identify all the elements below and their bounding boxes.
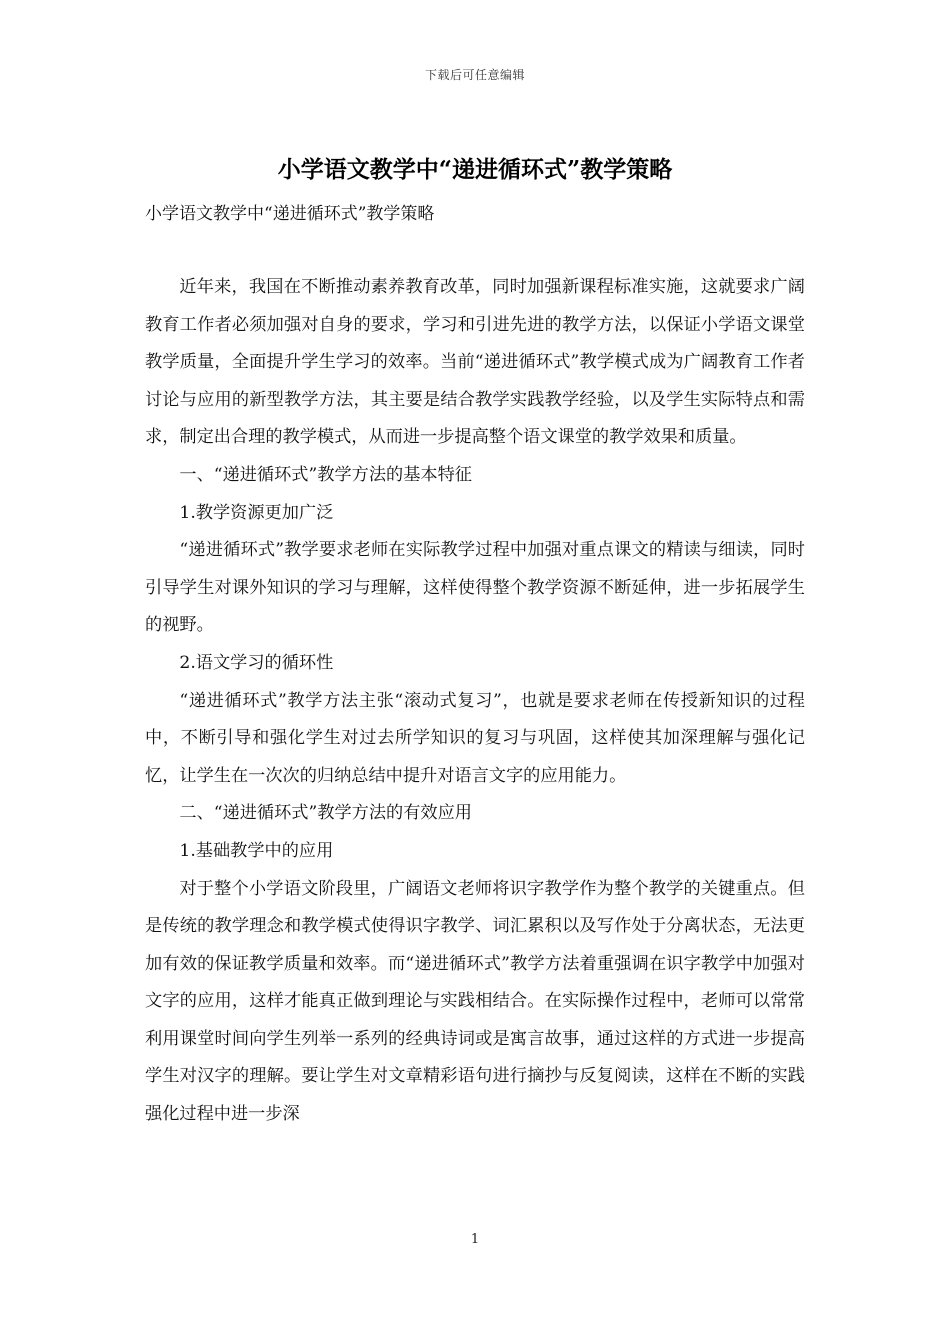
paragraph-basic-teaching: 对于整个小学语文阶段里，广阔语文老师将识字教学作为整个教学的关键重点。但是传统的教学理念和教学模式使得识字教学、词汇累积以及写作处于分离状态，无法更加有效的保证教学质量和效率。而“递进循环式”教学方法着重强调在识字教学中加强对文字的应用，这样才能真正做到理论与实践相结合。在实际操作过程中，老师可以常常利用课堂时间向学生列举一系列的经典诗词或是寓言故事，通过这样的方式进一步提高学生对汉字的理解。要让学生对文章精彩语句进行摘抄与反复阅读，这样在不断的实践强化过程中进一步深: [145, 878, 805, 1125]
page-number: 1: [470, 1232, 480, 1247]
section-heading-2: 二、“递进循环式”教学方法的有效应用: [179, 803, 472, 824]
paragraph-cyclic: “递进循环式”教学方法主张“滚动式复习”，也就是要求老师在传授新知识的过程中，不断引导和强化学生对过去所学知识的复习与巩固，这样使其加深理解与强化记忆，让学生在一次次的归纳总结中提升对语言文字的应用能力。: [145, 690, 805, 786]
subsection-heading-1-1: 1.教学资源更加广泛: [179, 502, 334, 523]
document-body: [145, 269, 805, 1134]
document-subtitle: 小学语文教学中“递进循环式”教学策略: [145, 204, 435, 224]
paragraph-resources: “递进循环式”教学要求老师在实际教学过程中加强对重点课文的精读与细读，同时引导学生对课外知识的学习与理解，这样使得整个教学资源不断延伸，进一步拓展学生的视野。: [145, 540, 805, 636]
subsection-heading-2-1: 1.基础教学中的应用: [179, 840, 334, 861]
section-heading-1: 一、“递进循环式”教学方法的基本特征: [179, 464, 472, 485]
paragraph-intro: 近年来，我国在不断推动素养教育改革，同时加强新课程标准实施，这就要求广阔教育工作者必须加强对自身的要求，学习和引进先进的教学方法，以保证小学语文课堂教学质量，全面提升学生学习的效率。当前“递进循环式”教学模式成为广阔教育工作者讨论与应用的新型教学方法，其主要是结合教学实践教学经验，以及学生实际特点和需求，制定出合理的教学模式，从而进一步提高整个语文课堂的教学效果和质量。: [145, 277, 805, 448]
page-header-note: 下载后可任意编辑: [424, 68, 525, 82]
subsection-heading-1-2: 2.语文学习的循环性: [179, 652, 334, 673]
document-title: 小学语文教学中“递进循环式”教学策略: [277, 156, 673, 183]
